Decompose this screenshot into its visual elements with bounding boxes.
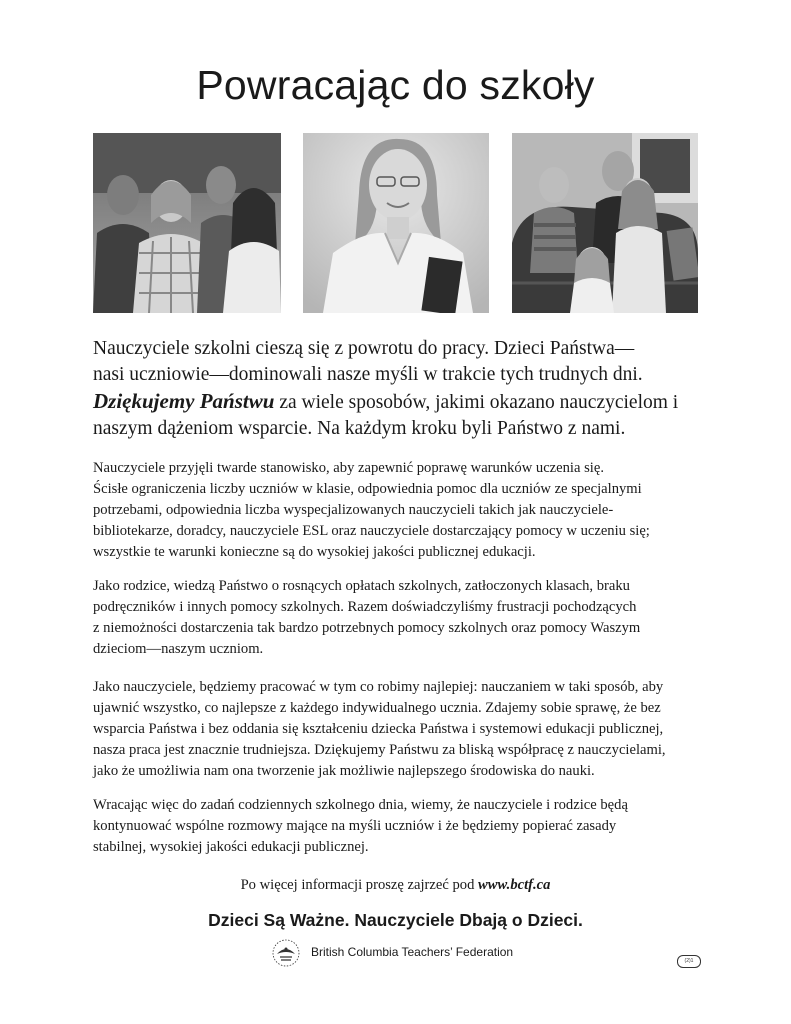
bctf-logo-icon: [271, 938, 301, 968]
lead-paragraph: [93, 336, 713, 442]
lead-line: naszym dążeniom wsparcie. Na każdym kroku byli Państwo z nami.: [93, 418, 626, 439]
paragraph-line: potrzebami, odpowiednia liczba wyspecjalizowanych nauczycieli takich jak nauczyciele-: [93, 502, 614, 518]
slogan: Dzieci Są Ważne. Nauczyciele Dbają o Dzieci.: [208, 910, 583, 930]
paragraph-line: Wracając więc do zadań codziennych szkolnego dnia, wiemy, że nauczyciele i rodzice będą: [93, 797, 628, 813]
body-paragraph-1: [93, 458, 713, 563]
teacher-portrait-photo: [303, 133, 489, 313]
paragraph-line: bibliotekarze, doradcy, nauczyciele ESL oraz nauczyciele dostarczający pomocy w uczeniu się;: [93, 523, 650, 539]
paragraph-line: jako że umożliwia nam ona tworzenie jak możliwie najlepszego środowiska do nauki.: [93, 763, 595, 779]
paragraph-line: dzieciom—naszym uczniom.: [93, 641, 264, 657]
paragraph-line: wsparcia Państwa i bez oddania się kształceniu dziecka Państwa i systemowi edukacji publicznej,: [93, 721, 664, 737]
lead-line-rest: za wiele sposobów, jakimi okazano nauczycielom i: [274, 392, 679, 413]
paragraph-line: stabilnej, wysokiej jakości edukacji publicznej.: [93, 839, 369, 855]
paragraph-line: kontynuować wspólne rozmowy mające na myśli uczniów i że będziemy popierać zasady: [93, 818, 617, 834]
paragraph-line: Jako rodzice, wiedzą Państwo o rosnących opłatach szkolnych, zatłoczonych klasach, braku: [93, 578, 630, 594]
union-bug-icon: (2)1: [677, 955, 701, 968]
paragraph-line: podręczników i innych pomocy szkolnych. Razem doświadczyliśmy frustracji pochodzących: [93, 599, 637, 615]
family-photo: [512, 133, 698, 313]
website-link[interactable]: www.bctf.ca: [478, 877, 551, 893]
thank-you-emphasis: Dziękujemy Państwu: [93, 389, 275, 413]
paragraph-line: ujawnić wszystko, co najlepsze z każdego indywidualnego ucznia. Zdajemy sobie sprawę, że bez: [93, 700, 661, 716]
body-paragraph-3: [93, 677, 713, 782]
paragraph-line: z niemożności dostarczenia tak bardzo potrzebnych pomocy szkolnych oraz pomocy Waszym: [93, 620, 641, 636]
more-info-line: [0, 877, 791, 894]
body-paragraph-4: [93, 795, 713, 858]
more-info-text: Po więcej informacji proszę zajrzeć pod: [240, 877, 479, 893]
students-group-photo: [93, 133, 281, 313]
paragraph-line: Jako nauczyciele, będziemy pracować w tym co robimy najlepiej: nauczaniem w taki sposób, aby: [93, 679, 664, 695]
paragraph-line: Nauczyciele przyjęli twarde stanowisko, aby zapewnić poprawę warunków uczenia się.: [93, 460, 604, 476]
lead-line: Nauczyciele szkolni cieszą się z powrotu do pracy. Dzieci Państwa—: [93, 338, 635, 359]
paragraph-line: nasza praca jest znacznie trudniejsza. Dziękujemy Państwu za bliską współpracę z nauczycielami,: [93, 742, 666, 758]
lead-line: [93, 388, 713, 416]
federation-name: British Columbia Teachers’ Federation: [311, 945, 514, 959]
lead-line: nasi uczniowie—dominowali nasze myśli w trakcie tych trudnych dni.: [93, 364, 643, 385]
paragraph-line: wszystkie te warunki konieczne są do wysokiej jakości publicznej edukacji.: [93, 544, 536, 560]
paragraph-line: Ścisłe ograniczenia liczby uczniów w klasie, odpowiednia pomoc dla uczniów ze specjalnymi: [93, 481, 642, 497]
page-title: Powracając do szkoły: [196, 62, 595, 108]
body-paragraph-2: [93, 576, 713, 660]
